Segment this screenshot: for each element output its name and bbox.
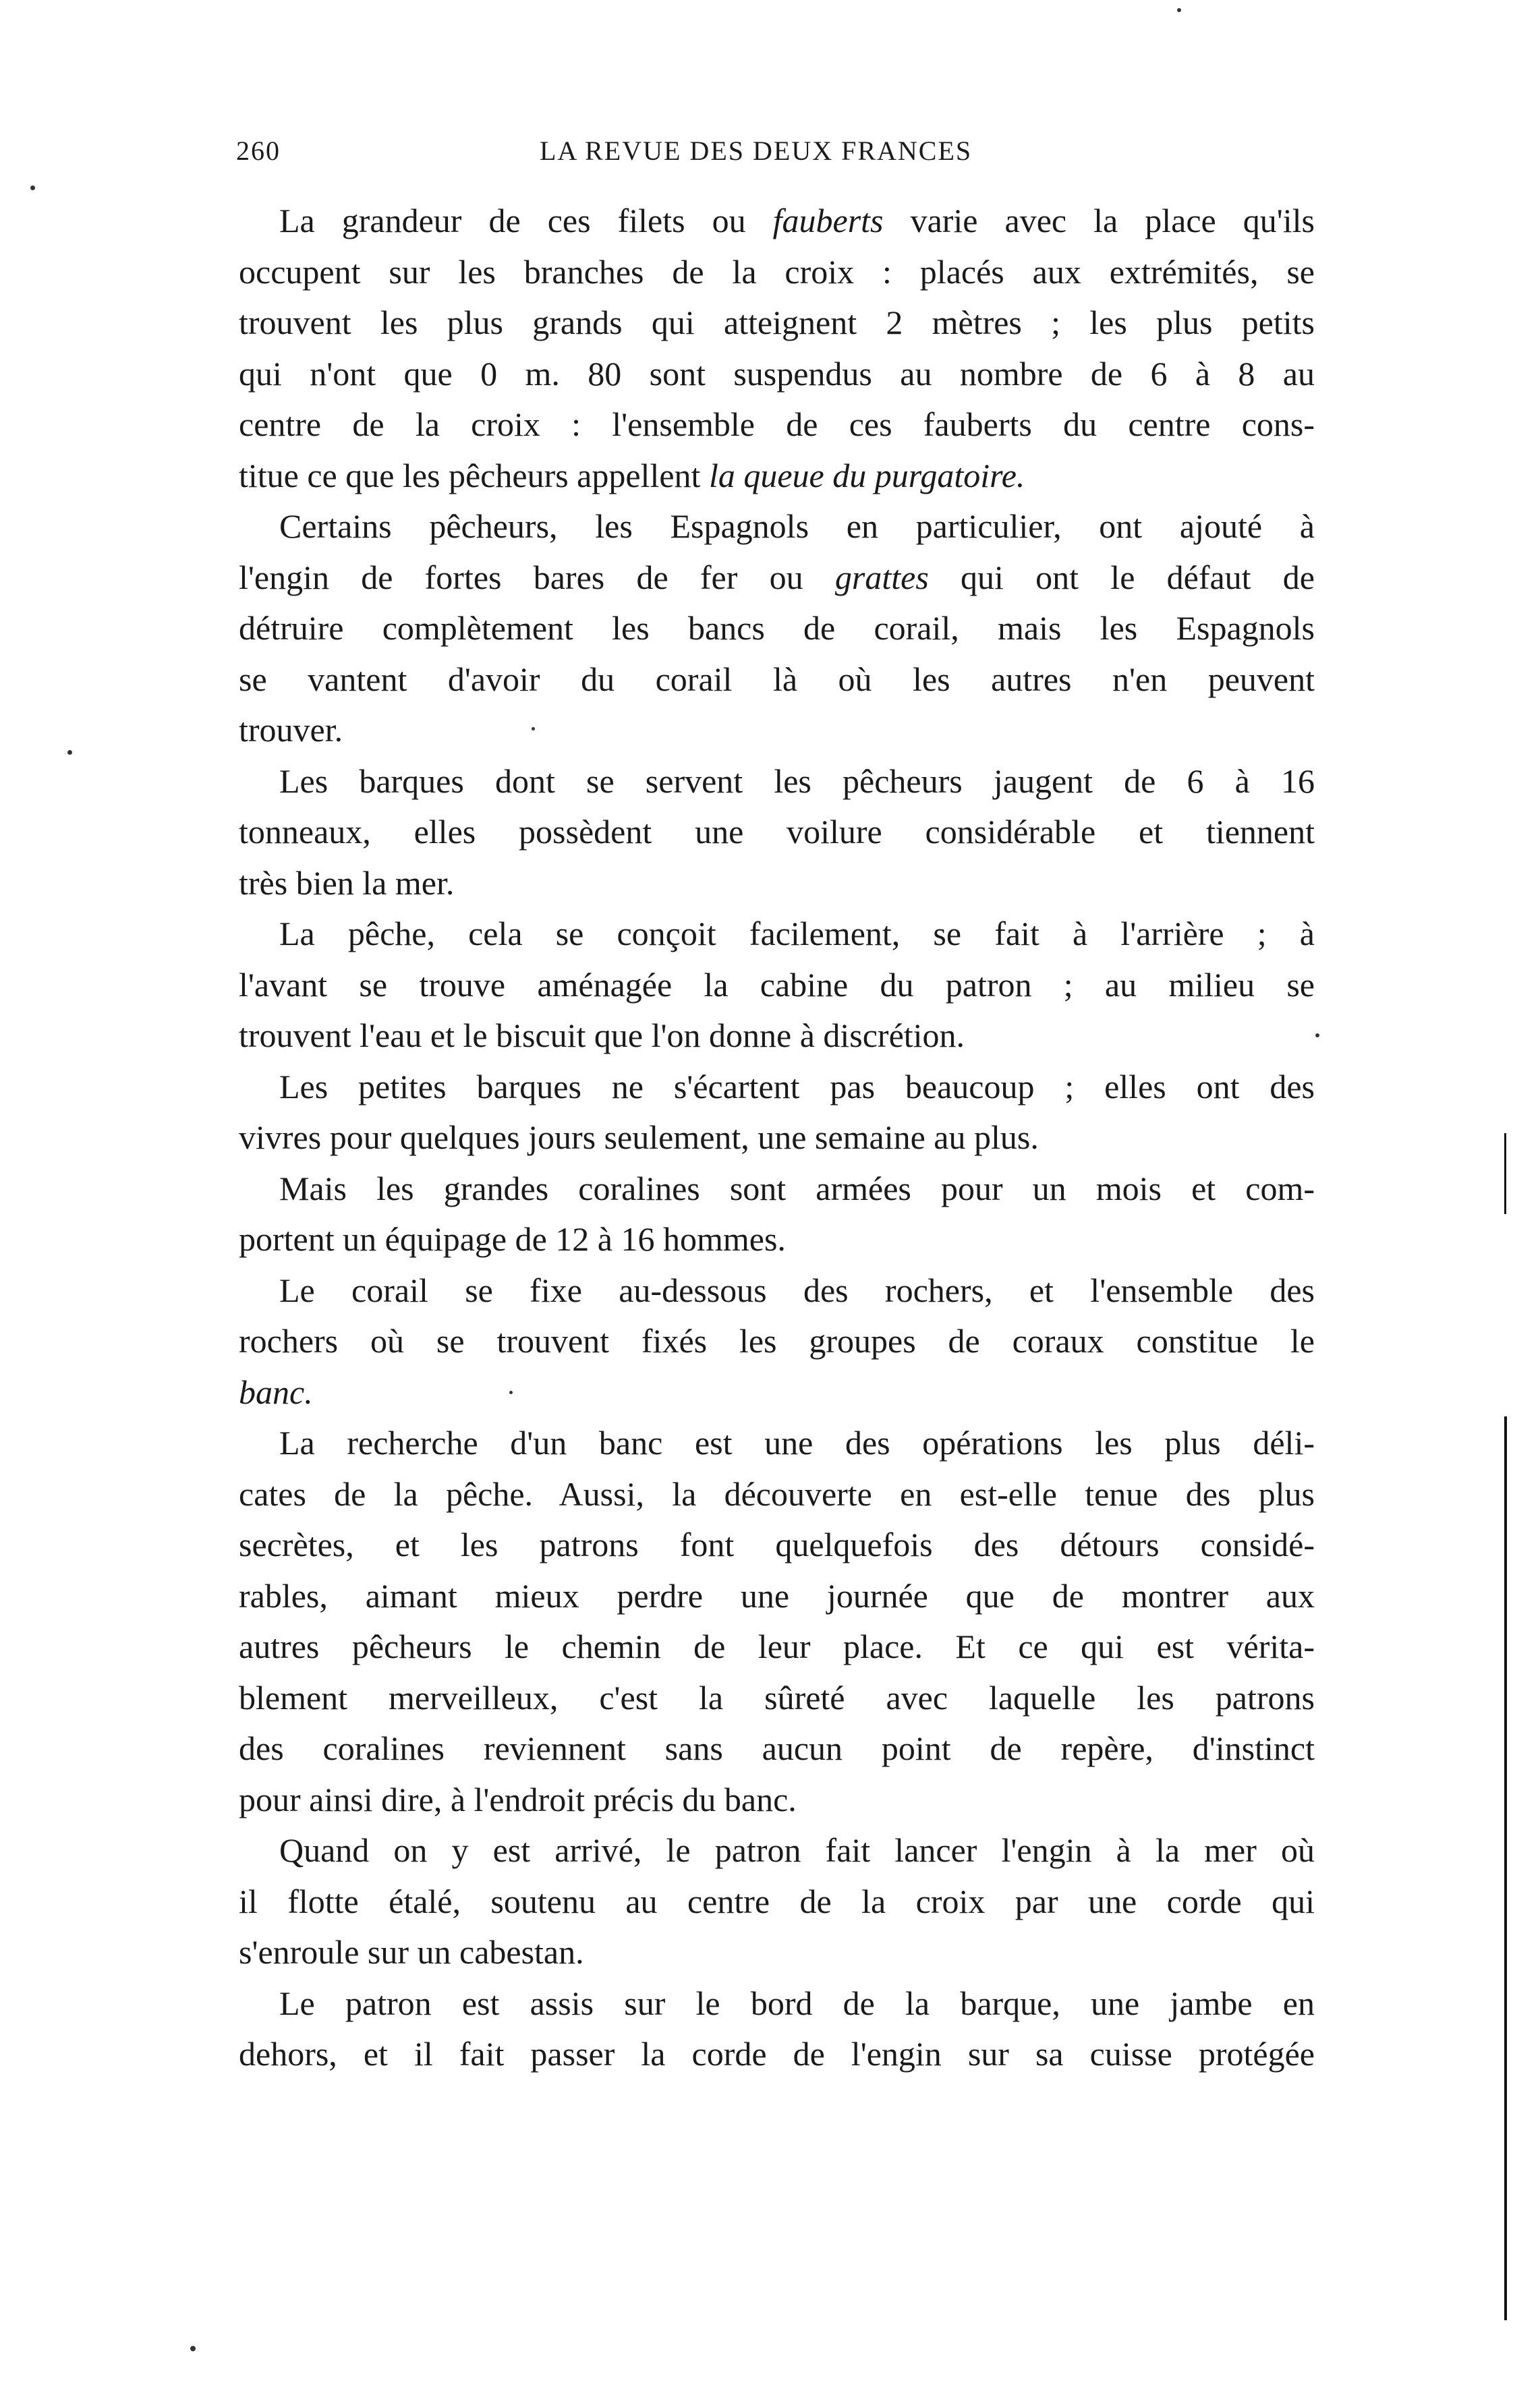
text-run: s'enroule sur un cabestan. xyxy=(239,1933,584,1971)
text-line xyxy=(239,501,1315,552)
text-run: trouvent les plus grands qui atteignent 2 mètres ; les plus petits xyxy=(239,304,1315,341)
text-run: titue ce que les pêcheurs appellent xyxy=(239,456,709,494)
text-line xyxy=(239,1163,1315,1215)
text-run: qui n'ont que 0 m. 80 sont suspendus au nombre de 6 à 8 au xyxy=(239,354,1315,393)
scan-speck xyxy=(1315,1033,1319,1037)
scan-speck xyxy=(1177,8,1181,12)
text-line xyxy=(239,1367,1315,1418)
page-header xyxy=(236,135,1008,175)
paragraph xyxy=(239,501,1315,756)
text-run: l'engin de fortes bares de fer ou xyxy=(239,558,835,596)
text-run: varie avec la place qu'ils xyxy=(883,202,1315,239)
text-line xyxy=(239,1927,1315,1978)
text-line xyxy=(239,603,1315,654)
text-line xyxy=(239,909,1315,960)
text-run: il flotte étalé, soutenu au centre de la croix par une corde qui xyxy=(239,1882,1315,1920)
text-run: trouver. xyxy=(239,711,343,749)
text-run: l'avant se trouve aménagée la cabine du patron ; au milieu se xyxy=(239,965,1315,1004)
scan-speck xyxy=(30,185,35,190)
text-line xyxy=(239,1520,1315,1571)
text-line xyxy=(239,399,1315,451)
text-line xyxy=(239,1112,1315,1163)
paragraph xyxy=(239,196,1315,501)
text-run: pour ainsi dire, à l'endroit précis du banc. xyxy=(239,1780,797,1818)
text-run: portent un équipage de 12 à 16 hommes. xyxy=(239,1220,786,1258)
text-run: vivres pour quelques jours seulement, une semaine au plus. xyxy=(239,1118,1039,1156)
paragraph xyxy=(239,1265,1315,1418)
text-run: secrètes, et les patrons font quelquefois des détours considé- xyxy=(239,1526,1315,1563)
page-number: 260 xyxy=(236,136,281,166)
text-run: La recherche d'un banc est une des opérations les plus déli- xyxy=(279,1424,1315,1462)
scan-speck xyxy=(67,750,72,755)
text-run: cates de la pêche. Aussi, la découverte en est-elle tenue des plus xyxy=(239,1474,1315,1513)
paragraph xyxy=(239,1418,1315,1825)
text-run: Le corail se fixe au-dessous des rochers, et l'ensemble des xyxy=(279,1271,1315,1309)
text-line xyxy=(239,1316,1315,1367)
text-run: Certains pêcheurs, les Espagnols en particulier, ont ajouté à xyxy=(279,507,1315,545)
scan-edge-shadow xyxy=(1504,1416,1507,2320)
paragraph xyxy=(239,1062,1315,1163)
text-run: autres pêcheurs le chemin de leur place. Et ce qui est vérita- xyxy=(239,1628,1315,1665)
text-line xyxy=(239,858,1315,909)
running-title: LA REVUE DES DEUX FRANCES xyxy=(540,136,973,166)
text-line xyxy=(239,1265,1315,1317)
text-line xyxy=(239,552,1315,604)
scan-edge-shadow xyxy=(1504,1133,1506,1214)
text-line xyxy=(239,1010,1315,1062)
text-run: tonneaux, elles possèdent une voilure considérable et tiennent xyxy=(239,813,1315,851)
paragraph xyxy=(239,1825,1315,1978)
text-run: dehors, et il fait passer la corde de l'engin sur sa cuisse protégée xyxy=(239,2035,1315,2073)
italic-term: fauberts xyxy=(772,202,884,239)
text-run: très bien la mer. xyxy=(239,863,455,902)
text-run: La grandeur de ces filets ou xyxy=(279,202,773,239)
text-run: trouvent l'eau et le biscuit que l'on donne à discrétion. xyxy=(239,1016,965,1054)
text-line xyxy=(239,960,1315,1011)
text-line xyxy=(239,1214,1315,1265)
text-line xyxy=(239,1418,1315,1469)
text-line xyxy=(239,1571,1315,1622)
scan-speck xyxy=(532,727,535,730)
text-run: centre de la croix : l'ensemble de ces fauberts du centre cons- xyxy=(239,405,1315,443)
text-line xyxy=(239,2029,1315,2080)
text-run: Quand on y est arrivé, le patron fait lancer l'engin à la mer où xyxy=(279,1831,1315,1869)
text-line xyxy=(239,349,1315,400)
text-run: Les petites barques ne s'écartent pas beaucoup ; elles ont des xyxy=(279,1067,1315,1105)
text-line xyxy=(239,451,1315,502)
text-line xyxy=(239,1775,1315,1826)
scan-speck xyxy=(509,1391,513,1394)
text-run: blement merveilleux, c'est la sûreté avec laquelle les patrons xyxy=(239,1678,1315,1717)
body-text xyxy=(239,196,1315,2080)
text-line xyxy=(239,1825,1315,1876)
text-line xyxy=(239,247,1315,298)
text-line xyxy=(239,807,1315,858)
paragraph xyxy=(239,1978,1315,2080)
text-line xyxy=(239,756,1315,807)
text-run: se vantent d'avoir du corail là où les autres n'en peuvent xyxy=(239,660,1315,698)
text-run: Mais les grandes coralines sont armées pour un mois et com- xyxy=(279,1169,1315,1207)
text-run: rochers où se trouvent fixés les groupes de coraux constitue le xyxy=(239,1322,1315,1360)
text-line xyxy=(239,654,1315,706)
text-run: Le patron est assis sur le bord de la barque, une jambe en xyxy=(279,1984,1315,2022)
text-line xyxy=(239,297,1315,349)
text-line xyxy=(239,1062,1315,1113)
text-line xyxy=(239,1469,1315,1520)
text-line xyxy=(239,1621,1315,1673)
paragraph xyxy=(239,756,1315,909)
scan-speck xyxy=(190,2346,196,2351)
text-run: détruire complètement les bancs de corail, mais les Espagnols xyxy=(239,609,1315,647)
text-run: La pêche, cela se conçoit facilement, se fait à l'arrière ; à xyxy=(279,915,1315,952)
text-line xyxy=(239,196,1315,247)
paragraph xyxy=(239,909,1315,1062)
text-line xyxy=(239,1978,1315,2030)
italic-term: la queue du purgatoire. xyxy=(708,456,1025,494)
text-line xyxy=(239,705,1315,756)
italic-term: grattes xyxy=(834,558,929,596)
text-run: des coralines reviennent sans aucun point de repère, d'instinct xyxy=(239,1729,1315,1767)
text-run: Les barques dont se servent les pêcheurs jaugent de 6 à 16 xyxy=(279,762,1315,800)
text-line xyxy=(239,1673,1315,1724)
text-run: qui ont le défaut de xyxy=(928,558,1315,596)
text-run: rables, aimant mieux perdre une journée que de montrer aux xyxy=(239,1576,1315,1615)
paragraph xyxy=(239,1163,1315,1265)
italic-term: banc. xyxy=(239,1373,313,1411)
text-line xyxy=(239,1876,1315,1928)
text-line xyxy=(239,1723,1315,1775)
text-run: occupent sur les branches de la croix : placés aux extrémités, se xyxy=(239,252,1315,291)
